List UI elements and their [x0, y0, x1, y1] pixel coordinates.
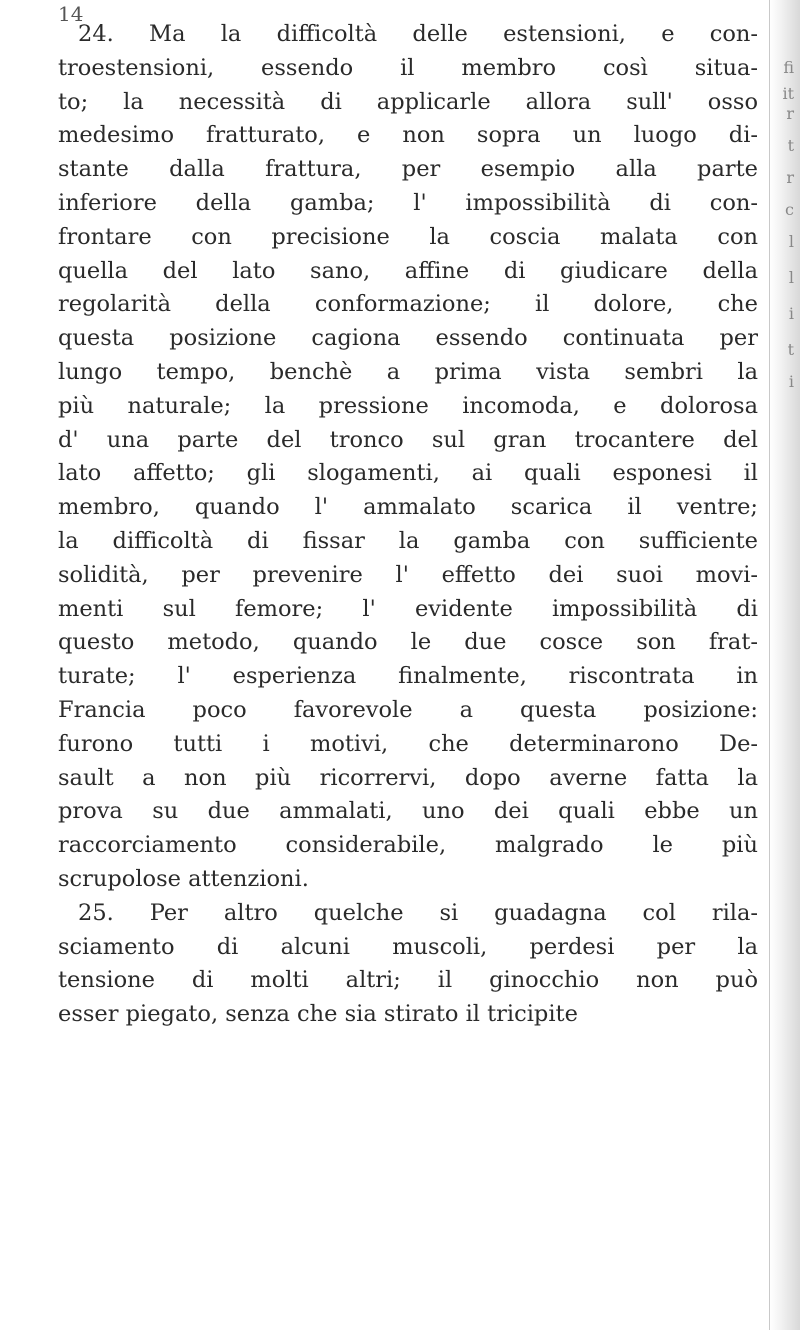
edge-letter: t [787, 136, 794, 155]
text-line: membro, quando l' ammalato scarica il ventre; [58, 494, 758, 521]
edge-letter: it [782, 84, 794, 103]
text-line: solidità, per prevenire l' effetto dei suoi movi- [58, 561, 758, 588]
page-number: 14 [58, 2, 84, 26]
text-line: quella del lato sano, affine di giudicare della [58, 257, 758, 284]
text-line: stante dalla frattura, per esempio alla parte [58, 156, 758, 183]
edge-letter: i [788, 372, 794, 391]
edge-letter: r [786, 168, 794, 187]
text-block [58, 18, 758, 1032]
text-line: Francia poco favorevole a questa posizione: [58, 696, 758, 723]
text-line: sault a non più ricorrervi, dopo averne fatta la [58, 764, 758, 791]
text-line: troestensioni, essendo il membro così situa- [58, 54, 758, 81]
text-line: lato affetto; gli slogamenti, ai quali esponesi il [58, 460, 758, 487]
text-line: scrupolose attenzioni. [58, 865, 309, 892]
edge-letter: i [788, 304, 794, 323]
text-line: 24. Ma la difficoltà delle estensioni, e con- [78, 21, 758, 47]
text-line: furono tutti i motivi, che determinarono De- [58, 730, 758, 757]
text-line: esser piegato, senza che sia stirato il tricipite [58, 1001, 578, 1028]
edge-letter: c [785, 200, 794, 219]
text-line: questa posizione cagiona essendo continuata per [58, 325, 758, 352]
facing-page-edge [769, 0, 800, 1330]
text-line: to; la necessità di applicarle allora sull' osso [58, 88, 758, 115]
text-line: regolarità della conformazione; il dolore, che [58, 291, 758, 318]
text-line: turate; l' esperienza finalmente, riscontrata in [58, 663, 758, 690]
text-line: 25. Per altro quelche si guadagna col rila- [78, 899, 758, 926]
edge-letter: fi [783, 58, 794, 77]
text-line: tensione di molti altri; il ginocchio non può [58, 967, 758, 994]
edge-letter: r [786, 104, 794, 123]
edge-letter: l [788, 232, 794, 251]
text-line: sciamento di alcuni muscoli, perdesi per la [58, 933, 758, 960]
text-line: menti sul femore; l' evidente impossibilità di [58, 595, 758, 622]
text-line: medesimo fratturato, e non sopra un luogo di- [58, 122, 758, 149]
text-line: la difficoltà di fissar la gamba con sufficiente [58, 527, 758, 554]
text-line: frontare con precisione la coscia malata con [58, 223, 758, 250]
edge-letter: t [787, 340, 794, 359]
edge-letter: l [788, 268, 794, 287]
text-line: d' una parte del tronco sul gran trocantere del [58, 426, 758, 453]
text-line: raccorciamento considerabile, malgrado le più [58, 832, 758, 859]
text-line: prova su due ammalati, uno dei quali ebbe un [58, 798, 758, 825]
text-line: lungo tempo, benchè a prima vista sembri la [58, 358, 758, 385]
text-line: più naturale; la pressione incomoda, e dolorosa [58, 392, 758, 419]
text-line: inferiore della gamba; l' impossibilità di con- [58, 189, 758, 216]
text-line: questo metodo, quando le due cosce son frat- [58, 629, 758, 656]
